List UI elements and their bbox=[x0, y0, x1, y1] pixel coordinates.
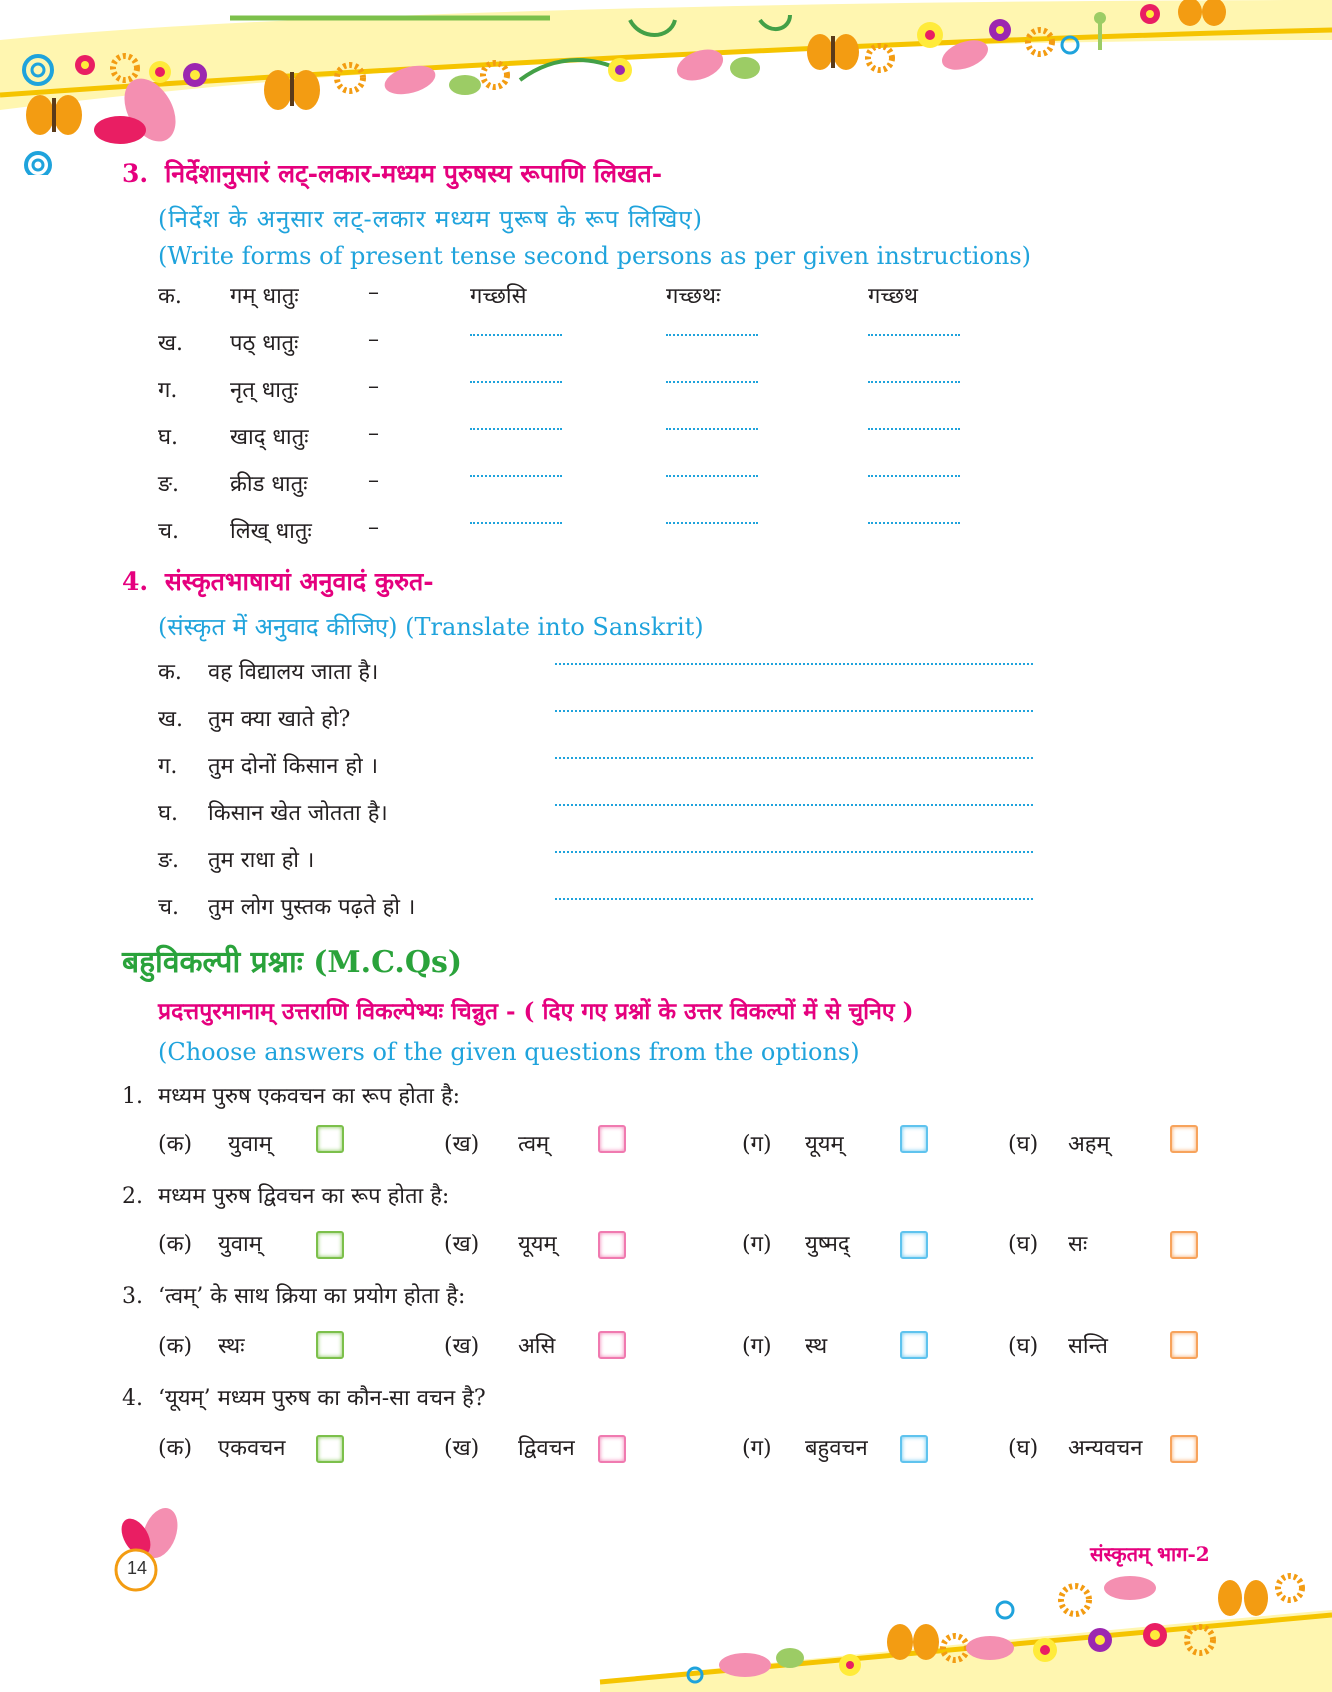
question-number: 2. bbox=[122, 1184, 143, 1209]
mcq-question bbox=[122, 1080, 460, 1110]
option-text: सन्ति bbox=[1068, 1334, 1108, 1359]
answer-blank[interactable] bbox=[868, 428, 960, 430]
item-text: तुम क्या खाते हो? bbox=[208, 707, 351, 732]
mcq-question bbox=[122, 1382, 486, 1412]
answer-blank[interactable] bbox=[868, 334, 960, 336]
option-label: (ग) bbox=[742, 1132, 772, 1157]
option-label: (क) bbox=[158, 1232, 193, 1257]
sunburst-flower-icon bbox=[868, 46, 892, 70]
option-checkbox[interactable] bbox=[1170, 1435, 1198, 1463]
dash: – bbox=[368, 280, 379, 305]
leaf-icon bbox=[730, 57, 760, 79]
option-label: (ख) bbox=[444, 1132, 480, 1157]
mcq-english-instruction: (Choose answers of the given questions from the options) bbox=[158, 1038, 860, 1066]
item-label: ग. bbox=[158, 754, 178, 779]
row-label: ग. bbox=[158, 378, 178, 403]
q4-number: 4. bbox=[122, 567, 149, 596]
option-checkbox[interactable] bbox=[316, 1435, 344, 1463]
item-text: तुम दोनों किसान हो । bbox=[208, 754, 379, 779]
flower-icon bbox=[1140, 4, 1160, 24]
item-text: वह विद्यालय जाता है। bbox=[208, 660, 379, 685]
row-label: क. bbox=[158, 284, 182, 309]
top-floral-border bbox=[0, 0, 1332, 175]
answer-blank[interactable] bbox=[868, 381, 960, 383]
dhatu-name: पठ् धातुः bbox=[230, 331, 299, 356]
option-checkbox[interactable] bbox=[316, 1231, 344, 1259]
mcq-heading: बहुविकल्पी प्रश्नाः (M.C.Qs) bbox=[122, 945, 463, 980]
row-label: ख. bbox=[158, 331, 183, 356]
option-label: (घ) bbox=[1008, 1334, 1039, 1359]
translation-blank[interactable] bbox=[555, 710, 1033, 712]
row-label: च. bbox=[158, 519, 179, 544]
option-text: स्थ bbox=[805, 1334, 828, 1359]
answer-blank[interactable] bbox=[666, 522, 758, 524]
flower-icon bbox=[1033, 1638, 1057, 1662]
option-text: युष्मद् bbox=[805, 1232, 850, 1257]
option-checkbox[interactable] bbox=[598, 1435, 626, 1463]
q4-title: संस्कृतभाषायां अनुवादं कुरुत- bbox=[164, 567, 434, 596]
option-label: (ख) bbox=[444, 1436, 480, 1461]
option-checkbox[interactable] bbox=[900, 1435, 928, 1463]
q3-title: निर्देशानुसारं लट्-लकार-मध्यम पुरुषस्य रूपाणि लिखत- bbox=[164, 159, 663, 188]
item-label: ख. bbox=[158, 707, 183, 732]
option-label: (ग) bbox=[742, 1436, 772, 1461]
answer-blank[interactable] bbox=[470, 475, 562, 477]
option-text: यूयम् bbox=[518, 1232, 557, 1257]
q3-english-instruction: (Write forms of present tense second persons as per given instructions) bbox=[158, 242, 1032, 270]
option-text: युवाम् bbox=[228, 1132, 272, 1157]
dash: – bbox=[368, 421, 379, 446]
option-label: (घ) bbox=[1008, 1232, 1039, 1257]
petal-flower-icon bbox=[719, 1653, 771, 1677]
question-number: 3. bbox=[122, 1284, 143, 1309]
question-number: 4. bbox=[122, 1386, 143, 1411]
page-number: 14 bbox=[126, 1558, 148, 1578]
option-text: असि bbox=[518, 1334, 556, 1359]
dash: – bbox=[368, 327, 379, 352]
option-text: त्वम् bbox=[518, 1132, 550, 1157]
flower-icon bbox=[75, 55, 95, 75]
option-checkbox[interactable] bbox=[900, 1125, 928, 1153]
question-text: ‘यूयम्’ मध्यम पुरुष का कौन-सा वचन है? bbox=[158, 1386, 486, 1411]
option-text: अहम् bbox=[1068, 1132, 1110, 1157]
item-label: ङ. bbox=[158, 848, 180, 873]
butterfly-icon bbox=[807, 34, 859, 70]
option-checkbox[interactable] bbox=[598, 1331, 626, 1359]
option-label: (घ) bbox=[1008, 1132, 1039, 1157]
spiral-icon bbox=[997, 1602, 1013, 1618]
leaf-icon bbox=[449, 75, 481, 95]
option-text: एकवचन bbox=[218, 1436, 286, 1461]
item-label: घ. bbox=[158, 801, 178, 826]
butterfly-icon bbox=[1218, 1580, 1268, 1616]
option-checkbox[interactable] bbox=[598, 1125, 626, 1153]
row-label: ङ. bbox=[158, 472, 180, 497]
answer-blank[interactable] bbox=[470, 522, 562, 524]
option-label: (ग) bbox=[742, 1232, 772, 1257]
question-text: मध्यम पुरुष एकवचन का रूप होता है: bbox=[158, 1084, 461, 1109]
option-label: (घ) bbox=[1008, 1436, 1039, 1461]
flower-icon bbox=[917, 22, 943, 48]
option-checkbox[interactable] bbox=[1170, 1231, 1198, 1259]
option-label: (ख) bbox=[444, 1334, 480, 1359]
option-checkbox[interactable] bbox=[900, 1331, 928, 1359]
flower-icon bbox=[989, 19, 1011, 41]
option-text: सः bbox=[1068, 1232, 1088, 1257]
dhatu-name: क्रीड धातुः bbox=[230, 472, 308, 497]
form-dual: गच्छथः bbox=[666, 284, 721, 309]
flower-icon bbox=[839, 1654, 861, 1676]
item-label: क. bbox=[158, 660, 182, 685]
mcq-question bbox=[122, 1180, 449, 1210]
form-plural: गच्छथ bbox=[868, 284, 918, 309]
form-singular: गच्छसि bbox=[470, 284, 527, 309]
flower-icon bbox=[149, 61, 171, 83]
q4-heading bbox=[122, 564, 434, 598]
spiral-icon bbox=[26, 153, 50, 175]
question-text: मध्यम पुरुष द्विवचन का रूप होता है: bbox=[158, 1184, 450, 1209]
q3-number: 3. bbox=[122, 159, 149, 188]
option-label: (क) bbox=[158, 1334, 193, 1359]
answer-blank[interactable] bbox=[470, 381, 562, 383]
flower-icon bbox=[183, 63, 207, 87]
q3-hindi-instruction: (निर्देश के अनुसार लट्-लकार मध्यम पुरूष के रूप लिखिए) bbox=[158, 205, 704, 233]
option-label: (ग) bbox=[742, 1334, 772, 1359]
bottom-floral-border bbox=[0, 1570, 1332, 1692]
item-text: तुम लोग पुस्तक पढ़ते हो । bbox=[208, 895, 416, 920]
option-text: युवाम् bbox=[218, 1232, 262, 1257]
option-text: स्थः bbox=[218, 1334, 245, 1359]
translation-blank[interactable] bbox=[555, 663, 1033, 665]
option-checkbox[interactable] bbox=[316, 1331, 344, 1359]
answer-blank[interactable] bbox=[666, 381, 758, 383]
dash: – bbox=[368, 374, 379, 399]
option-checkbox[interactable] bbox=[1170, 1331, 1198, 1359]
option-checkbox[interactable] bbox=[1170, 1125, 1198, 1153]
question-number: 1. bbox=[122, 1084, 143, 1109]
translation-blank[interactable] bbox=[555, 804, 1033, 806]
answer-blank[interactable] bbox=[470, 428, 562, 430]
option-label: (क) bbox=[158, 1132, 193, 1157]
answer-blank[interactable] bbox=[666, 334, 758, 336]
mcq-question bbox=[122, 1280, 465, 1310]
answer-blank[interactable] bbox=[470, 334, 562, 336]
dhatu-name: गम् धातुः bbox=[230, 284, 299, 309]
dash: – bbox=[368, 515, 379, 540]
flower-icon bbox=[1088, 1628, 1112, 1652]
answer-blank[interactable] bbox=[868, 522, 960, 524]
option-text: द्विवचन bbox=[518, 1436, 575, 1461]
option-checkbox[interactable] bbox=[900, 1231, 928, 1259]
butterfly-icon bbox=[264, 70, 320, 110]
dash: – bbox=[368, 468, 379, 493]
petal-flower-icon bbox=[966, 1636, 1014, 1660]
option-text: बहुवचन bbox=[805, 1436, 868, 1461]
q3-heading bbox=[122, 156, 662, 190]
translation-blank[interactable] bbox=[555, 757, 1033, 759]
answer-blank[interactable] bbox=[666, 475, 758, 477]
question-text: ‘त्वम्’ के साथ क्रिया का प्रयोग होता है: bbox=[158, 1284, 466, 1309]
option-checkbox[interactable] bbox=[316, 1125, 344, 1153]
petal-flower-icon bbox=[1104, 1576, 1156, 1600]
dhatu-name: नृत् धातुः bbox=[230, 378, 298, 403]
leaf-icon bbox=[776, 1648, 804, 1668]
butterfly-icon bbox=[26, 95, 82, 135]
book-title: संस्कृतम् भाग-2 bbox=[1090, 1542, 1210, 1566]
option-label: (क) bbox=[158, 1436, 193, 1461]
translation-blank[interactable] bbox=[555, 851, 1033, 853]
flower-icon bbox=[608, 58, 632, 82]
option-label: (ख) bbox=[444, 1232, 480, 1257]
dhatu-name: लिख् धातुः bbox=[230, 519, 312, 544]
translation-blank[interactable] bbox=[555, 898, 1033, 900]
row-label: घ. bbox=[158, 425, 178, 450]
q4-subtitle: (संस्कृत में अनुवाद कीजिए) (Translate into Sanskrit) bbox=[158, 613, 704, 641]
item-text: किसान खेत जोतता है। bbox=[208, 801, 388, 826]
item-label: च. bbox=[158, 895, 179, 920]
item-text: तुम राधा हो । bbox=[208, 848, 315, 873]
option-checkbox[interactable] bbox=[598, 1231, 626, 1259]
flower-icon bbox=[1143, 1623, 1167, 1647]
option-text: यूयम् bbox=[805, 1132, 844, 1157]
dhatu-name: खाद् धातुः bbox=[230, 425, 309, 450]
sunburst-flower-icon bbox=[1061, 1586, 1089, 1614]
answer-blank[interactable] bbox=[868, 475, 960, 477]
answer-blank[interactable] bbox=[666, 428, 758, 430]
sunburst-flower-icon bbox=[1278, 1576, 1302, 1600]
option-text: अन्यवचन bbox=[1068, 1436, 1143, 1461]
mcq-instruction: प्रदत्तपुरमानाम् उत्तराणि विकल्पेभ्यः चिन्नुत - ( दिए गए प्रश्नों के उत्तर विकल्पों में से चुनिए ) bbox=[158, 998, 914, 1025]
